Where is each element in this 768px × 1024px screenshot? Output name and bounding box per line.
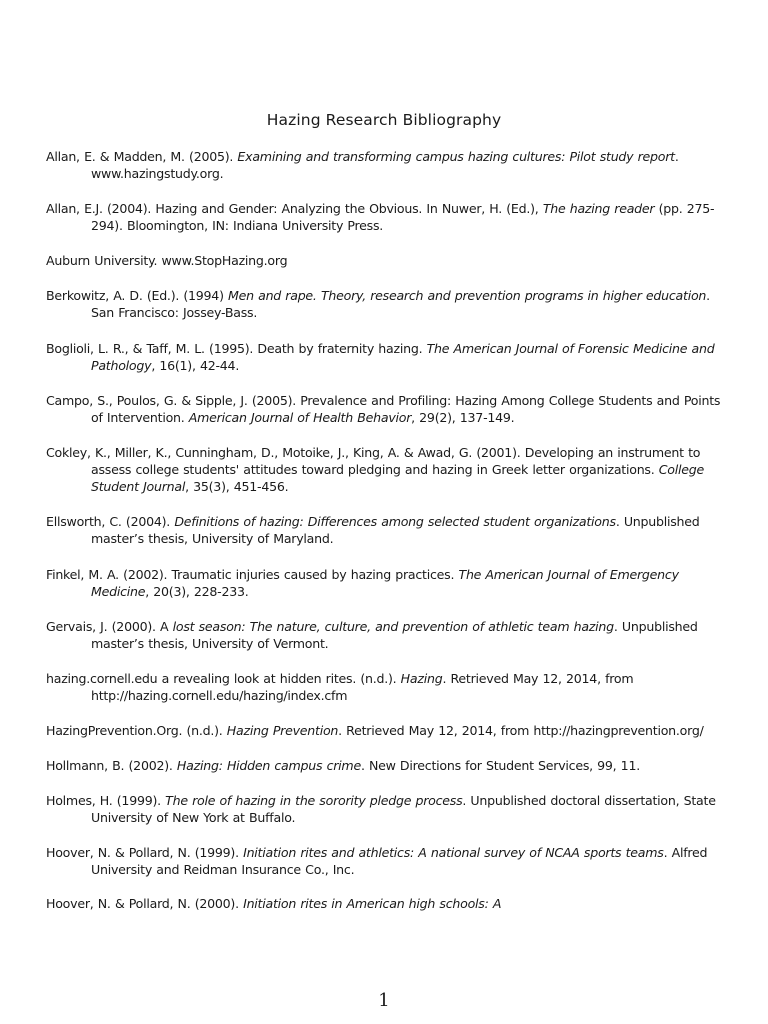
- bibliography-entry: Holmes, H. (1999). The role of hazing in the sorority pledge process. Unpublished doctoral dissertation, State University of New York at Buffalo.: [46, 792, 716, 825]
- bibliography-list: [46, 148, 736, 930]
- bibliography-entry: Hoover, N. & Pollard, N. (2000). Initiation rites in American high schools: A: [46, 896, 502, 912]
- bibliography-entry: Finkel, M. A. (2002). Traumatic injuries caused by hazing practices. The American Journal of Emergency Medicine, 20(3), 228-233.: [46, 566, 679, 599]
- page-title: Hazing Research Bibliography: [266, 111, 502, 129]
- page-number: 1: [378, 990, 390, 1011]
- bibliography-entry: Boglioli, L. R., & Taff, M. L. (1995). Death by fraternity hazing. The American Journal of Forensic Medicine and Pathology, 16(1), 42-44.: [46, 340, 715, 373]
- bibliography-entry: Auburn University. www.StopHazing.org: [46, 253, 288, 269]
- bibliography-entry: Hoover, N. & Pollard, N. (1999). Initiation rites and athletics: A national survey of NCAA sports teams. Alfred University and Reidman Insurance Co., Inc.: [46, 844, 708, 877]
- bibliography-entry: hazing.cornell.edu a revealing look at hidden rites. (n.d.). Hazing. Retrieved May 12, 2014, from http://hazing.cornell.edu/hazing/index.cfm: [46, 670, 634, 703]
- bibliography-entry: Berkowitz, A. D. (Ed.). (1994) Men and rape. Theory, research and prevention programs in higher education. San Francisco: Jossey-Bass.: [46, 287, 710, 320]
- bibliography-entry: Allan, E.J. (2004). Hazing and Gender: Analyzing the Obvious. In Nuwer, H. (Ed.), The hazing reader (pp. 275-294). Bloomington, IN: Indiana University Press.: [46, 200, 715, 233]
- bibliography-entry: HazingPrevention.Org. (n.d.). Hazing Prevention. Retrieved May 12, 2014, from http://hazingprevention.org/: [46, 722, 704, 738]
- bibliography-entry: Hollmann, B. (2002). Hazing: Hidden campus crime. New Directions for Student Services, 99, 11.: [46, 758, 640, 774]
- bibliography-entry: Campo, S., Poulos, G. & Sipple, J. (2005). Prevalence and Profiling: Hazing Among College Students and Points of Intervention. American Journal of Health Behavior, 29(2), 137-149.: [46, 392, 721, 425]
- bibliography-entry: Allan, E. & Madden, M. (2005). Examining and transforming campus hazing cultures: Pilot study report. www.hazingstudy.org.: [46, 149, 679, 181]
- bibliography-entry: Ellsworth, C. (2004). Definitions of hazing: Differences among selected student organizations. Unpublished master’s thesis, University of Maryland.: [46, 513, 700, 546]
- bibliography-entry: Cokley, K., Miller, K., Cunningham, D., Motoike, J., King, A. & Awad, G. (2001). Developing an instrument to assess college students' attitudes toward pledging and hazing in Greek letter organizations. College Student Journal, 35(3), 451-456.: [46, 444, 704, 494]
- bibliography-entry: Gervais, J. (2000). A lost season: The nature, culture, and prevention of athletic team hazing. Unpublished master’s thesis, University of Vermont.: [46, 618, 698, 651]
